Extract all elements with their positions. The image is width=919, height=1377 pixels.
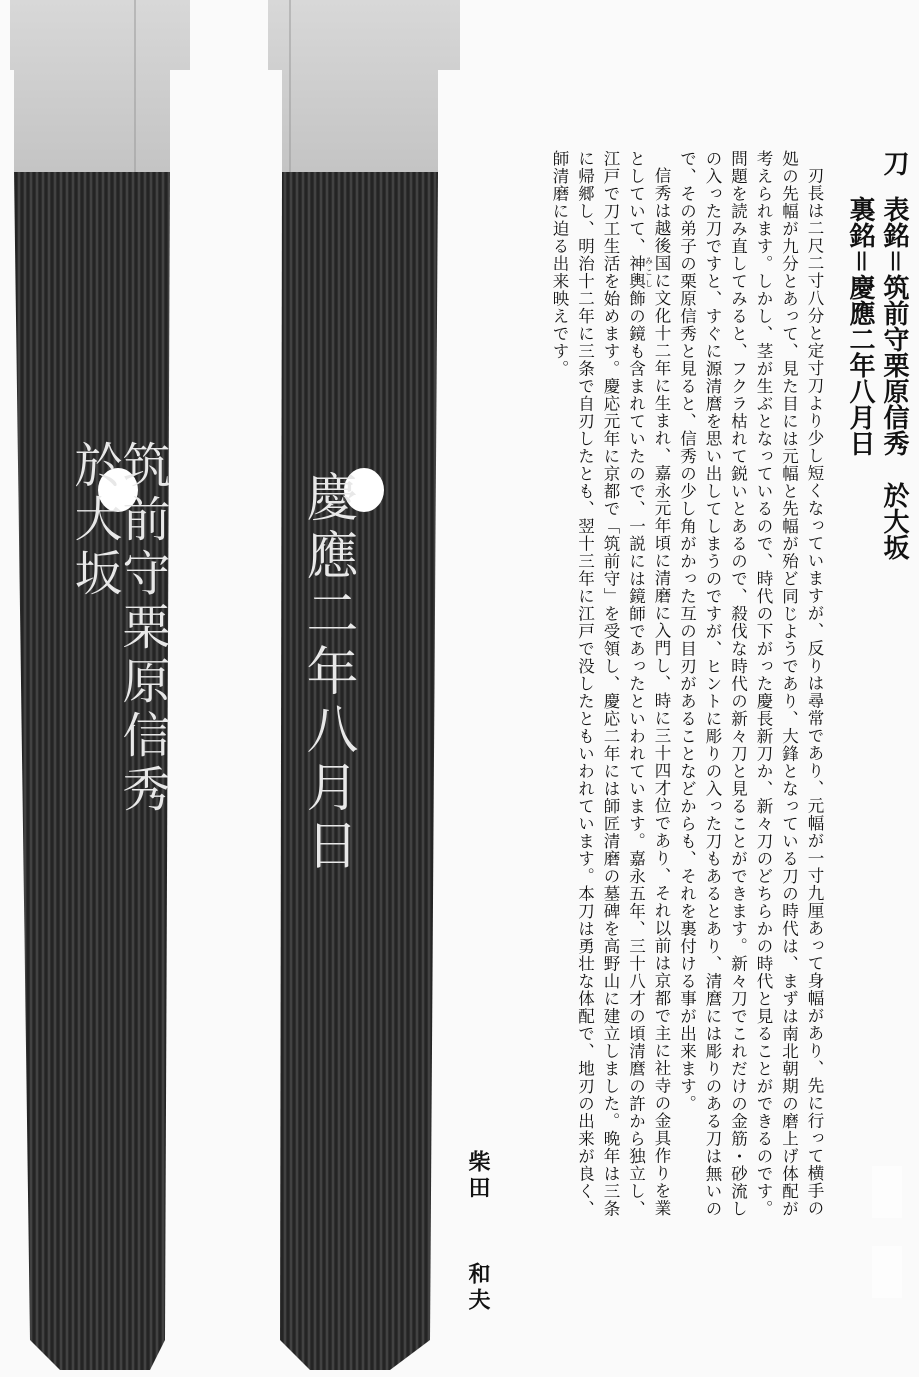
inscription-omote-main: 筑前守栗原信秀 — [114, 440, 170, 818]
heading-ura: 裏銘＝慶應二年八月日 — [845, 196, 875, 457]
inscription-ura: 慶應二年八月日 — [297, 470, 357, 876]
inscription-omote-sub: 於大坂 — [66, 440, 122, 602]
paragraph-2b: 飾の鏡も含まれていたので、一説には鏡師であったといわれています。嘉永五年、三十八才の頃清麿の許から独立し、江戸で刀工生活を始めます。慶応元年に京都で「筑前守」を受領し、慶応二年には師匠清磨の墓碑を高野山に建立しました。晩年は三条に帰郷し、明治十二年に三条で自刃したとも、翌十三年に江戸で没したともいわれています。本刀は勇壮な体配で、地刃の出来が良く、師清磨に迫る出来映えです。 — [550, 150, 646, 1218]
ruby-mikoshi — [626, 255, 654, 290]
heading-omote: 表銘＝筑前守栗原信秀 於大坂 — [879, 196, 909, 561]
ruby-text: みこし — [644, 255, 654, 290]
tang-gap — [196, 70, 260, 1377]
article-body — [502, 150, 827, 1230]
author-family-name: 柴田 — [465, 1150, 490, 1202]
ruby-base: 神輿 — [626, 255, 646, 290]
paragraph-2a: 信秀は越後国に文化十二年に生まれ、嘉永元年頃に清磨に入門し、時に三十四才位であり、それ以前は京都で主に社寺の金具作りを業としていて、 — [626, 150, 671, 1217]
blank-patch-upper — [872, 1166, 902, 1218]
paragraph-1: 刃長は二尺二寸八分と定寸刀より少し短くなっていますが、反りは尋常であり、元幅が一寸九厘あって身幅があり、先に行って横手の処の先幅が九分とあって、見た目には元幅と先幅が殆ど同じようであり、大鋒となっている刀の時代は、まずは南北朝期の磨上げ体配が考えられます。しかし、茎が生ぶとなっているので、時代の下がった慶長新刀か、新々刀のどちらかの時代と見ることができるのです。問題を読み直してみると、フクラ枯れて鋭いとあるので、殺伐な時代の新々刀と見ることができます。新々刀でこれだけの金筋・砂流しの入った刀ですと、すぐに源清麿を思い出してしまうのですが、ヒントに彫りの入った刀もあるとあり、清麿には彫りのある刀は無いので、その弟子の栗原信秀と見ると、信秀の少し角がかった互の目刃があることなどからも、それを裏付ける事が出来ます。 — [677, 150, 824, 1218]
author-given-name: 和夫 — [465, 1262, 490, 1314]
author — [462, 1150, 493, 1340]
blank-patch-lower — [872, 1246, 902, 1298]
paragraph-2 — [547, 150, 675, 1230]
heading-title: 刀 — [879, 150, 909, 176]
